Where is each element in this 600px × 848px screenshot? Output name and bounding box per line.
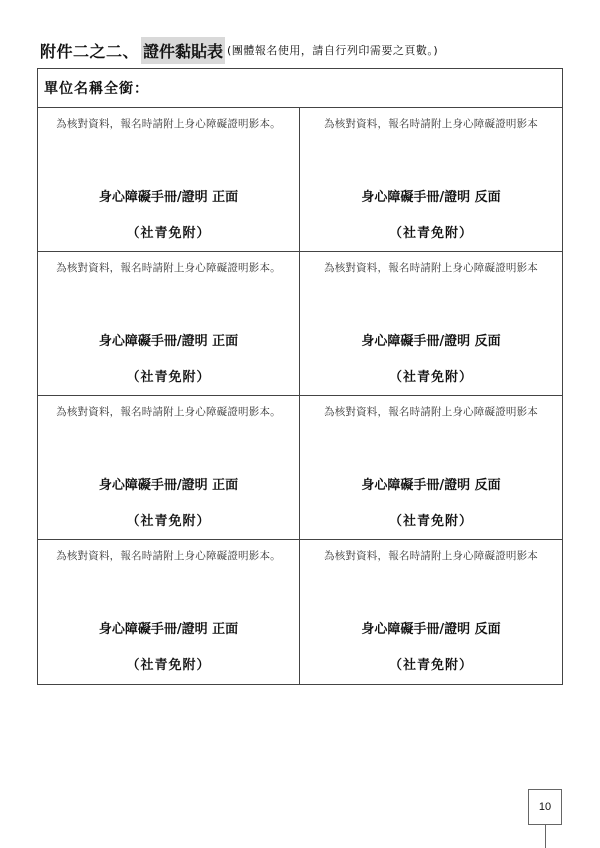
cell-exemption: （社青免附） bbox=[388, 370, 473, 385]
cell-exemption: （社青免附） bbox=[126, 370, 211, 385]
cell-exemption: （社青免附） bbox=[126, 514, 211, 529]
attachment-cell-back bbox=[300, 396, 562, 540]
cell-title: 身心障礙手冊/證明 反面 bbox=[361, 622, 501, 637]
cell-title: 身心障礙手冊/證明 反面 bbox=[361, 190, 501, 205]
page-number-rule bbox=[545, 825, 546, 848]
cell-title: 身心障礙手冊/證明 正面 bbox=[98, 190, 239, 205]
cell-title: 身心障礙手冊/證明 反面 bbox=[361, 334, 501, 349]
attachment-grid bbox=[38, 108, 562, 684]
attachment-cell-front bbox=[38, 108, 300, 252]
cell-note: 為核對資料，報名時請附上身心障礙證明影本 bbox=[324, 262, 538, 274]
page-number: 10 bbox=[538, 801, 552, 813]
unit-name-row bbox=[38, 69, 562, 108]
document-heading bbox=[40, 37, 438, 63]
cell-note: 為核對資料，報名時請附上身心障礙證明影本 bbox=[324, 118, 538, 130]
heading-note: (團體報名使用，請自行列印需要之頁數。) bbox=[227, 44, 439, 57]
attachment-form-table bbox=[37, 68, 563, 685]
attachment-cell-back bbox=[300, 252, 562, 396]
heading-prefix: 附件二之二、 bbox=[40, 41, 140, 61]
cell-note: 為核對資料，報名時請附上身心障礙證明影本。 bbox=[56, 406, 281, 418]
cell-title: 身心障礙手冊/證明 正面 bbox=[98, 334, 239, 349]
cell-exemption: （社青免附） bbox=[388, 514, 473, 529]
attachment-cell-front bbox=[38, 252, 300, 396]
heading-title-highlight: 證件黏貼表 bbox=[141, 37, 225, 64]
attachment-cell-back bbox=[300, 540, 562, 684]
page-number-box bbox=[528, 789, 562, 825]
cell-exemption: （社青免附） bbox=[126, 226, 211, 241]
cell-exemption: （社青免附） bbox=[388, 658, 473, 673]
cell-note: 為核對資料，報名時請附上身心障礙證明影本 bbox=[324, 550, 538, 562]
cell-note: 為核對資料，報名時請附上身心障礙證明影本。 bbox=[56, 550, 281, 562]
unit-name-label: 單位名稱全銜： bbox=[44, 81, 149, 97]
cell-note: 為核對資料，報名時請附上身心障礙證明影本。 bbox=[56, 118, 281, 130]
cell-exemption: （社青免附） bbox=[126, 658, 211, 673]
attachment-cell-back bbox=[300, 108, 562, 252]
attachment-cell-front bbox=[38, 540, 300, 684]
cell-note: 為核對資料，報名時請附上身心障礙證明影本 bbox=[324, 406, 538, 418]
cell-title: 身心障礙手冊/證明 反面 bbox=[361, 478, 501, 493]
cell-note: 為核對資料，報名時請附上身心障礙證明影本。 bbox=[56, 262, 281, 274]
attachment-cell-front bbox=[38, 396, 300, 540]
cell-title: 身心障礙手冊/證明 正面 bbox=[98, 622, 239, 637]
cell-exemption: （社青免附） bbox=[388, 226, 473, 241]
cell-title: 身心障礙手冊/證明 正面 bbox=[98, 478, 239, 493]
